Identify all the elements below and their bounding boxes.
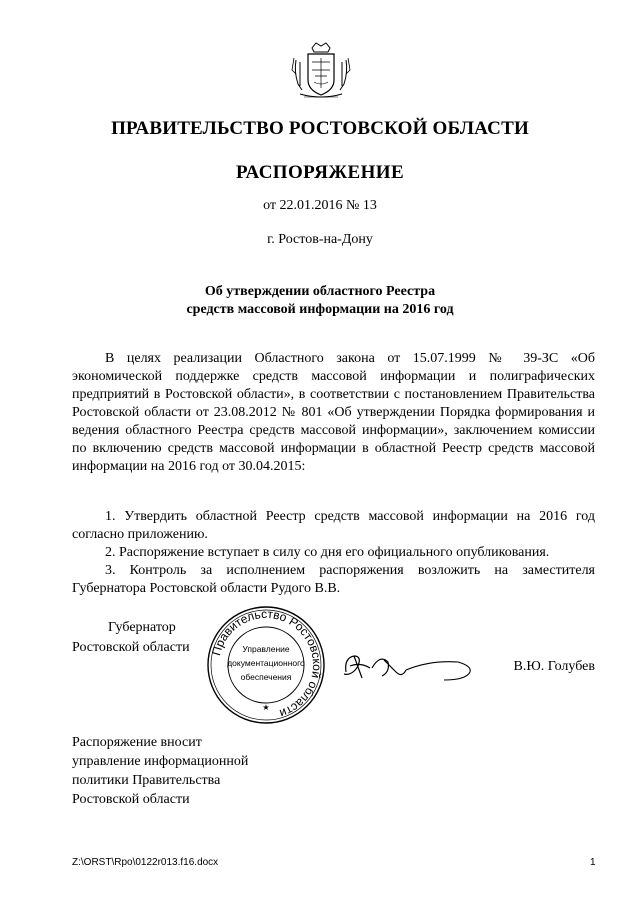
stamp-center-line-2: документационного <box>227 658 305 668</box>
submitter-line-1: Распоряжение вносит <box>72 735 202 750</box>
signatory-role-line-2: Ростовской области <box>72 640 190 655</box>
submitter-line-4: Ростовской области <box>72 792 190 807</box>
list-item: 3. Контроль за исполнением распоряжения возложить на заместителя Губернатора Ростовской области Рудого В.В. <box>72 563 595 596</box>
stamp-star-icon: ★ <box>262 703 270 712</box>
signatory-role <box>72 618 212 658</box>
document-type: РАСПОРЯЖЕНИЕ <box>235 162 405 183</box>
coat-of-arms-icon <box>290 40 352 100</box>
signatory-name: В.Ю. Голубев <box>513 659 595 674</box>
handwritten-signature <box>340 642 480 688</box>
submitter-note <box>72 733 292 809</box>
stamp-center-line-1: Управление <box>242 644 290 654</box>
date-number: от 22.01.2016 № 13 <box>263 198 377 213</box>
stamp-ring-text: Правительство Ростовской области <box>209 606 325 721</box>
preamble-paragraph: В целях реализации Областного закона от 15.07.1999 № 39-ЗС «Об экономической поддержке средств массовой информации и полиграфических предприятий в Ростовской области», в соответствии с постановлением Правительства Ростовской области от 23.08.2012 № 801 «Об утверждении Порядка формирования и ведения областного Реестра средств массовой информации», заключением комиссии по включению средств массовой информации в областной Реестр средств массовой информации на 2016 год от 30.04.2015: <box>72 351 595 474</box>
submitter-line-2: управление информационной <box>72 754 249 769</box>
resolution-items <box>72 508 595 598</box>
list-item: 2. Распоряжение вступает в силу со дня его официального опубликования. <box>105 545 550 560</box>
stamp-center-line-3: обеспечения <box>240 672 292 682</box>
subject-line-1: Об утверждении областного Реестра <box>204 284 436 299</box>
subject-line-2: средств массовой информации на 2016 год <box>186 302 454 317</box>
page-number: 1 <box>590 857 596 868</box>
subject-title <box>0 283 640 319</box>
city: г. Ростов-на-Дону <box>267 232 373 247</box>
submitter-line-3: политики Правительства <box>72 773 221 788</box>
file-path: Z:\ORST\Rpo\0122r013.f16.docx <box>72 857 219 868</box>
list-item: 1. Утвердить областной Реестр средств массовой информации на 2016 год согласно приложению. <box>72 509 595 542</box>
signatory-role-line-1: Губернатор <box>108 620 176 635</box>
organization-title: ПРАВИТЕЛЬСТВО РОСТОВСКОЙ ОБЛАСТИ <box>111 118 529 139</box>
official-stamp <box>205 604 327 726</box>
